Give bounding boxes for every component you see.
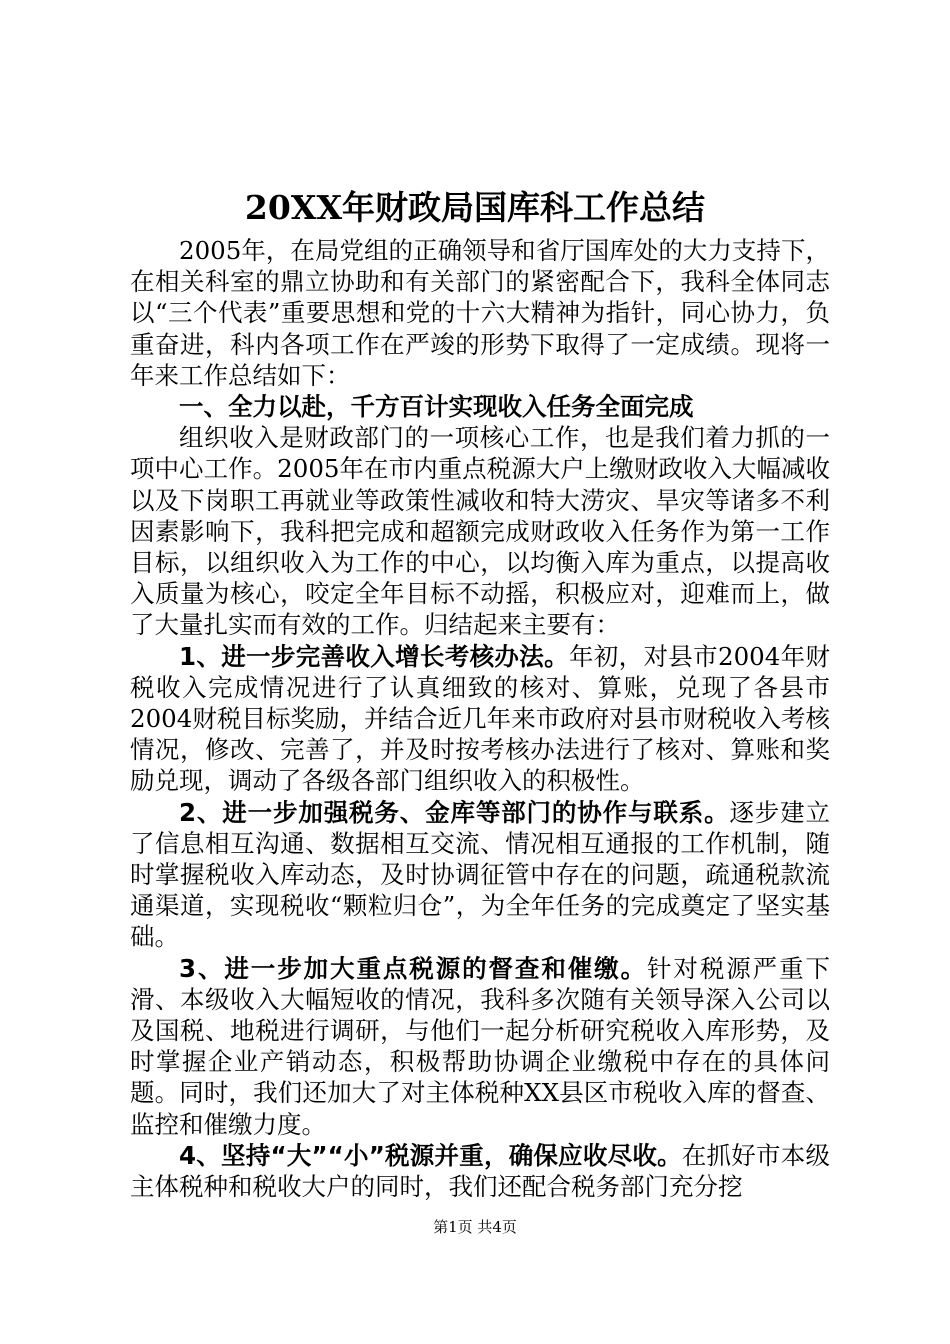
item-lead: 4、坚持“大”“小”税源并重，确保应收尽收。: [179, 1140, 682, 1170]
item-lead: 3、进一步加大重点税源的督查和催缴。: [179, 953, 648, 983]
item-text: 年初，对县市2004年财税收入完成情况进行了认真细致的核对、算账，兑现了各县市2004财税目标奖励，并结合近几年来市政府对县市财税收入考核情况，修改、完善了，并及时按考核办法进行了核对、算账和奖励兑现，调动了各级各部门组织收入的积极性。: [130, 641, 831, 796]
section-paragraph: 组织收入是财政部门的一项核心工作，也是我们着力抓的一项中心工作。2005年在市内重点税源大户上缴财政收入大幅减收以及下岗职工再就业等政策性减收和特大涝灾、旱灾等诸多不利因素影响下，我科把完成和超额完成财政收入任务作为第一工作目标，以组织收入为工作的中心，以均衡入库为重点，以提高收入质量为核心，咬定全年目标不动摇，积极应对，迎难而上，做了大量扎实而有效的工作。归结起来主要有：: [130, 423, 830, 640]
item-lead: 2、进一步加强税务、金库等部门的协作与联系。: [179, 797, 730, 827]
item-text: 在抓好市本级主体税种和税收大户的同时，我们还配合税务部门充分挖: [130, 1140, 830, 1202]
item-text: 逐步建立了信息相互沟通、数据相互交流、情况相互通报的工作机制，随时掌握税收入库动态，及时协调征管中存在的问题，疏通税款流通渠道，实现税收“颗粒归仓”，为全年任务的完成奠定了坚实基础。: [130, 797, 831, 952]
item-lead: 1、进一步完善收入增长考核办法。: [179, 641, 569, 671]
list-item: [130, 797, 830, 953]
list-item: [130, 953, 830, 1140]
page-footer: 第1页 共4页: [433, 1218, 517, 1236]
section-heading: 一、全力以赴，千方百计实现收入任务全面完成: [179, 392, 694, 422]
list-item: [130, 1140, 830, 1202]
document-title: 20XX年财政局国库科工作总结: [244, 188, 706, 227]
list-item: [130, 641, 830, 797]
document-body: [130, 235, 830, 1202]
intro-paragraph: 2005年，在局党组的正确领导和省厅国库处的大力支持下，在相关科室的鼎立协助和有关部门的紧密配合下，我科全体同志以“三个代表”重要思想和党的十六大精神为指针，同心协力，负重奋进，科内各项工作在严竣的形势下取得了一定成绩。现将一年来工作总结如下：: [130, 236, 830, 390]
item-text: 针对税源严重下滑、本级收入大幅短收的情况，我科多次随有关领导深入公司以及国税、地税进行调研，与他们一起分析研究税收入库形势，及时掌握企业产销动态，积极帮助协调企业缴税中存在的具体问题。同时，我们还加大了对主体税种XX县区市税收入库的督查、监控和催缴力度。: [130, 953, 831, 1139]
